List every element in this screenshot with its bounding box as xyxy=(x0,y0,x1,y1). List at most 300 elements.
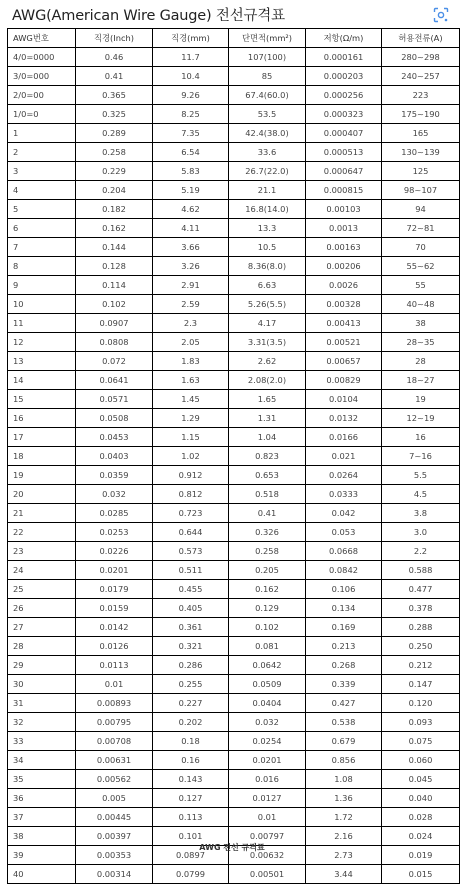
table-row xyxy=(8,789,460,808)
cell-awg-number: 33 xyxy=(8,732,76,751)
image-search-button[interactable] xyxy=(432,6,450,24)
cell-awg-number: 9 xyxy=(8,276,76,295)
cell-cross-section: 0.01 xyxy=(229,808,306,827)
cell-diameter-inch: 0.325 xyxy=(76,105,153,124)
cell-cross-section: 0.41 xyxy=(229,504,306,523)
cell-resistance: 0.0013 xyxy=(306,219,382,238)
cell-diameter-inch: 0.0226 xyxy=(76,542,153,561)
cell-ampacity: 94 xyxy=(382,200,460,219)
cell-diameter-mm: 4.62 xyxy=(153,200,229,219)
table-row xyxy=(8,599,460,618)
cell-awg-number: 24 xyxy=(8,561,76,580)
cell-awg-number: 2/0=00 xyxy=(8,86,76,105)
cell-awg-number: 16 xyxy=(8,409,76,428)
table-row xyxy=(8,390,460,409)
cell-ampacity: 0.093 xyxy=(382,713,460,732)
cell-diameter-inch: 0.114 xyxy=(76,276,153,295)
cell-awg-number: 27 xyxy=(8,618,76,637)
cell-diameter-mm: 0.455 xyxy=(153,580,229,599)
cell-resistance: 0.0166 xyxy=(306,428,382,447)
cell-cross-section: 0.00797 xyxy=(229,827,306,846)
cell-cross-section: 6.63 xyxy=(229,276,306,295)
cell-awg-number: 3/0=000 xyxy=(8,67,76,86)
cell-cross-section: 42.4(38.0) xyxy=(229,124,306,143)
table-row xyxy=(8,428,460,447)
cell-awg-number: 31 xyxy=(8,694,76,713)
cell-cross-section: 0.823 xyxy=(229,447,306,466)
cell-resistance: 3.44 xyxy=(306,865,382,884)
cell-cross-section: 0.0254 xyxy=(229,732,306,751)
cell-resistance: 2.73 xyxy=(306,846,382,865)
cell-resistance: 0.042 xyxy=(306,504,382,523)
cell-awg-number: 32 xyxy=(8,713,76,732)
cell-awg-number: 7 xyxy=(8,238,76,257)
cell-diameter-inch: 0.162 xyxy=(76,219,153,238)
table-row xyxy=(8,257,460,276)
cell-resistance: 0.00413 xyxy=(306,314,382,333)
cell-resistance: 0.00103 xyxy=(306,200,382,219)
cell-diameter-mm: 1.83 xyxy=(153,352,229,371)
cell-cross-section: 5.26(5.5) xyxy=(229,295,306,314)
table-row xyxy=(8,618,460,637)
table-row xyxy=(8,409,460,428)
cell-awg-number: 13 xyxy=(8,352,76,371)
cell-cross-section: 67.4(60.0) xyxy=(229,86,306,105)
cell-diameter-mm: 0.101 xyxy=(153,827,229,846)
cell-cross-section: 0.0509 xyxy=(229,675,306,694)
cell-diameter-mm: 11.7 xyxy=(153,48,229,67)
table-row xyxy=(8,770,460,789)
cell-cross-section: 0.016 xyxy=(229,770,306,789)
cell-resistance: 0.538 xyxy=(306,713,382,732)
cell-diameter-mm: 10.4 xyxy=(153,67,229,86)
cell-awg-number: 28 xyxy=(8,637,76,656)
cell-ampacity: 0.028 xyxy=(382,808,460,827)
table-row xyxy=(8,200,460,219)
cell-diameter-mm: 0.573 xyxy=(153,542,229,561)
table-row xyxy=(8,447,460,466)
table-row xyxy=(8,86,460,105)
cell-awg-number: 5 xyxy=(8,200,76,219)
cell-diameter-mm: 0.644 xyxy=(153,523,229,542)
cell-resistance: 0.00163 xyxy=(306,238,382,257)
table-row xyxy=(8,466,460,485)
cell-awg-number: 29 xyxy=(8,656,76,675)
cell-diameter-inch: 0.0453 xyxy=(76,428,153,447)
cell-awg-number: 8 xyxy=(8,257,76,276)
table-row xyxy=(8,580,460,599)
cell-awg-number: 1 xyxy=(8,124,76,143)
cell-awg-number: 34 xyxy=(8,751,76,770)
cell-resistance: 0.000203 xyxy=(306,67,382,86)
cell-diameter-inch: 0.0508 xyxy=(76,409,153,428)
cell-diameter-inch: 0.102 xyxy=(76,295,153,314)
cell-ampacity: 4.5 xyxy=(382,485,460,504)
cell-diameter-inch: 0.0641 xyxy=(76,371,153,390)
cell-diameter-inch: 0.0285 xyxy=(76,504,153,523)
cell-diameter-mm: 0.812 xyxy=(153,485,229,504)
cell-diameter-inch: 0.0159 xyxy=(76,599,153,618)
table-row xyxy=(8,713,460,732)
cell-ampacity: 0.378 xyxy=(382,599,460,618)
cell-resistance: 0.0026 xyxy=(306,276,382,295)
cell-resistance: 0.427 xyxy=(306,694,382,713)
table-row xyxy=(8,67,460,86)
cell-cross-section: 1.65 xyxy=(229,390,306,409)
table-row xyxy=(8,675,460,694)
cell-diameter-mm: 1.29 xyxy=(153,409,229,428)
cell-diameter-inch: 0.00708 xyxy=(76,732,153,751)
cell-cross-section: 33.6 xyxy=(229,143,306,162)
cell-diameter-inch: 0.0907 xyxy=(76,314,153,333)
cell-cross-section: 0.518 xyxy=(229,485,306,504)
header-ampacity: 허용전류(A) xyxy=(382,29,460,48)
cell-resistance: 0.856 xyxy=(306,751,382,770)
cell-cross-section: 0.0127 xyxy=(229,789,306,808)
table-row xyxy=(8,124,460,143)
table-row xyxy=(8,333,460,352)
cell-diameter-inch: 0.0253 xyxy=(76,523,153,542)
cell-resistance: 1.72 xyxy=(306,808,382,827)
cell-cross-section: 1.31 xyxy=(229,409,306,428)
cell-awg-number: 6 xyxy=(8,219,76,238)
cell-diameter-inch: 0.41 xyxy=(76,67,153,86)
cell-ampacity: 38 xyxy=(382,314,460,333)
cell-diameter-inch: 0.00445 xyxy=(76,808,153,827)
cell-awg-number: 1/0=0 xyxy=(8,105,76,124)
cell-cross-section: 0.081 xyxy=(229,637,306,656)
cell-cross-section: 0.653 xyxy=(229,466,306,485)
cell-awg-number: 2 xyxy=(8,143,76,162)
cell-resistance: 1.08 xyxy=(306,770,382,789)
cell-ampacity: 0.060 xyxy=(382,751,460,770)
table-row xyxy=(8,238,460,257)
cell-awg-number: 26 xyxy=(8,599,76,618)
cell-diameter-inch: 0.00353 xyxy=(76,846,153,865)
cell-ampacity: 0.024 xyxy=(382,827,460,846)
cell-ampacity: 0.212 xyxy=(382,656,460,675)
table-row xyxy=(8,523,460,542)
table-row xyxy=(8,808,460,827)
cell-diameter-inch: 0.005 xyxy=(76,789,153,808)
page-title: AWG(American Wire Gauge) 전선규격표 xyxy=(12,8,285,24)
cell-awg-number: 36 xyxy=(8,789,76,808)
cell-resistance: 1.36 xyxy=(306,789,382,808)
cell-diameter-mm: 3.26 xyxy=(153,257,229,276)
cell-awg-number: 23 xyxy=(8,542,76,561)
table-row xyxy=(8,694,460,713)
cell-diameter-inch: 0.072 xyxy=(76,352,153,371)
cell-diameter-mm: 2.91 xyxy=(153,276,229,295)
cell-resistance: 0.213 xyxy=(306,637,382,656)
cell-diameter-mm: 0.18 xyxy=(153,732,229,751)
cell-ampacity: 240~257 xyxy=(382,67,460,86)
image-search-icon xyxy=(433,7,449,23)
cell-diameter-inch: 0.0808 xyxy=(76,333,153,352)
table-row xyxy=(8,219,460,238)
table-row xyxy=(8,751,460,770)
table-row xyxy=(8,48,460,67)
cell-ampacity: 72~81 xyxy=(382,219,460,238)
cell-ampacity: 0.477 xyxy=(382,580,460,599)
cell-resistance: 0.169 xyxy=(306,618,382,637)
cell-ampacity: 0.075 xyxy=(382,732,460,751)
cell-diameter-inch: 0.46 xyxy=(76,48,153,67)
cell-diameter-inch: 0.144 xyxy=(76,238,153,257)
cell-cross-section: 2.08(2.0) xyxy=(229,371,306,390)
cell-resistance: 0.0842 xyxy=(306,561,382,580)
cell-ampacity: 223 xyxy=(382,86,460,105)
header-diameter-inch: 직경(Inch) xyxy=(76,29,153,48)
cell-awg-number: 19 xyxy=(8,466,76,485)
cell-diameter-mm: 0.0799 xyxy=(153,865,229,884)
cell-diameter-inch: 0.289 xyxy=(76,124,153,143)
cell-resistance: 0.000513 xyxy=(306,143,382,162)
cell-cross-section: 0.162 xyxy=(229,580,306,599)
cell-diameter-inch: 0.0403 xyxy=(76,447,153,466)
cell-cross-section: 0.00501 xyxy=(229,865,306,884)
cell-resistance: 0.000256 xyxy=(306,86,382,105)
cell-cross-section: 0.0642 xyxy=(229,656,306,675)
cell-cross-section: 21.1 xyxy=(229,181,306,200)
cell-diameter-mm: 6.54 xyxy=(153,143,229,162)
cell-awg-number: 21 xyxy=(8,504,76,523)
cell-cross-section: 26.7(22.0) xyxy=(229,162,306,181)
cell-ampacity: 0.147 xyxy=(382,675,460,694)
header-cross-section: 단면적(mm²) xyxy=(229,29,306,48)
cell-diameter-inch: 0.00397 xyxy=(76,827,153,846)
cell-diameter-inch: 0.182 xyxy=(76,200,153,219)
cell-diameter-mm: 0.143 xyxy=(153,770,229,789)
table-row xyxy=(8,371,460,390)
cell-awg-number: 18 xyxy=(8,447,76,466)
table-row xyxy=(8,732,460,751)
cell-ampacity: 16 xyxy=(382,428,460,447)
cell-ampacity: 125 xyxy=(382,162,460,181)
table-row xyxy=(8,504,460,523)
cell-resistance: 0.000647 xyxy=(306,162,382,181)
cell-ampacity: 7~16 xyxy=(382,447,460,466)
cell-diameter-inch: 0.00562 xyxy=(76,770,153,789)
cell-resistance: 0.00206 xyxy=(306,257,382,276)
cell-cross-section: 8.36(8.0) xyxy=(229,257,306,276)
cell-cross-section: 0.258 xyxy=(229,542,306,561)
cell-ampacity: 70 xyxy=(382,238,460,257)
cell-diameter-mm: 1.15 xyxy=(153,428,229,447)
cell-resistance: 0.000407 xyxy=(306,124,382,143)
cell-awg-number: 3 xyxy=(8,162,76,181)
cell-resistance: 0.00521 xyxy=(306,333,382,352)
cell-cross-section: 0.129 xyxy=(229,599,306,618)
cell-cross-section: 10.5 xyxy=(229,238,306,257)
cell-diameter-mm: 9.26 xyxy=(153,86,229,105)
cell-ampacity: 280~298 xyxy=(382,48,460,67)
cell-ampacity: 0.588 xyxy=(382,561,460,580)
cell-ampacity: 19 xyxy=(382,390,460,409)
cell-diameter-mm: 5.19 xyxy=(153,181,229,200)
cell-awg-number: 20 xyxy=(8,485,76,504)
table-row xyxy=(8,656,460,675)
cell-diameter-mm: 2.59 xyxy=(153,295,229,314)
cell-ampacity: 0.015 xyxy=(382,865,460,884)
cell-diameter-inch: 0.258 xyxy=(76,143,153,162)
cell-ampacity: 130~139 xyxy=(382,143,460,162)
cell-diameter-mm: 0.227 xyxy=(153,694,229,713)
table-row xyxy=(8,561,460,580)
cell-awg-number: 25 xyxy=(8,580,76,599)
cell-ampacity: 18~27 xyxy=(382,371,460,390)
cell-diameter-mm: 0.255 xyxy=(153,675,229,694)
cell-resistance: 0.021 xyxy=(306,447,382,466)
table-row xyxy=(8,314,460,333)
cell-diameter-inch: 0.0359 xyxy=(76,466,153,485)
table-row xyxy=(8,162,460,181)
cell-cross-section: 53.5 xyxy=(229,105,306,124)
cell-diameter-mm: 0.127 xyxy=(153,789,229,808)
cell-awg-number: 17 xyxy=(8,428,76,447)
cell-cross-section: 85 xyxy=(229,67,306,86)
cell-cross-section: 2.62 xyxy=(229,352,306,371)
cell-ampacity: 28 xyxy=(382,352,460,371)
cell-awg-number: 35 xyxy=(8,770,76,789)
cell-diameter-mm: 2.3 xyxy=(153,314,229,333)
cell-diameter-inch: 0.365 xyxy=(76,86,153,105)
cell-awg-number: 12 xyxy=(8,333,76,352)
cell-diameter-inch: 0.00631 xyxy=(76,751,153,770)
cell-diameter-inch: 0.01 xyxy=(76,675,153,694)
cell-resistance: 0.000161 xyxy=(306,48,382,67)
table-row xyxy=(8,485,460,504)
table-row xyxy=(8,865,460,884)
cell-resistance: 0.339 xyxy=(306,675,382,694)
cell-cross-section: 1.04 xyxy=(229,428,306,447)
cell-diameter-inch: 0.0126 xyxy=(76,637,153,656)
cell-diameter-inch: 0.00795 xyxy=(76,713,153,732)
cell-diameter-mm: 8.25 xyxy=(153,105,229,124)
cell-awg-number: 37 xyxy=(8,808,76,827)
cell-resistance: 0.000323 xyxy=(306,105,382,124)
cell-ampacity: 55 xyxy=(382,276,460,295)
cell-cross-section: 3.31(3.5) xyxy=(229,333,306,352)
awg-table xyxy=(7,28,460,884)
cell-diameter-inch: 0.0571 xyxy=(76,390,153,409)
cell-resistance: 2.16 xyxy=(306,827,382,846)
table-caption: AWG 전선 규격표 xyxy=(199,843,265,852)
table-header-row xyxy=(8,29,460,48)
cell-awg-number: 14 xyxy=(8,371,76,390)
cell-ampacity: 0.250 xyxy=(382,637,460,656)
cell-diameter-inch: 0.0179 xyxy=(76,580,153,599)
cell-diameter-inch: 0.0142 xyxy=(76,618,153,637)
cell-diameter-mm: 0.405 xyxy=(153,599,229,618)
cell-diameter-inch: 0.128 xyxy=(76,257,153,276)
cell-cross-section: 107(100) xyxy=(229,48,306,67)
cell-cross-section: 0.326 xyxy=(229,523,306,542)
cell-diameter-mm: 0.16 xyxy=(153,751,229,770)
cell-diameter-inch: 0.229 xyxy=(76,162,153,181)
header-diameter-mm: 직경(mm) xyxy=(153,29,229,48)
table-body xyxy=(8,48,460,884)
cell-diameter-inch: 0.0113 xyxy=(76,656,153,675)
cell-cross-section: 0.032 xyxy=(229,713,306,732)
cell-cross-section: 16.8(14.0) xyxy=(229,200,306,219)
cell-ampacity: 0.045 xyxy=(382,770,460,789)
cell-resistance: 0.679 xyxy=(306,732,382,751)
cell-diameter-mm: 2.05 xyxy=(153,333,229,352)
cell-awg-number: 10 xyxy=(8,295,76,314)
cell-awg-number: 15 xyxy=(8,390,76,409)
cell-awg-number: 30 xyxy=(8,675,76,694)
table-row xyxy=(8,352,460,371)
cell-resistance: 0.0668 xyxy=(306,542,382,561)
cell-ampacity: 3.8 xyxy=(382,504,460,523)
cell-diameter-mm: 1.45 xyxy=(153,390,229,409)
cell-diameter-mm: 4.11 xyxy=(153,219,229,238)
cell-ampacity: 98~107 xyxy=(382,181,460,200)
cell-resistance: 0.0132 xyxy=(306,409,382,428)
cell-resistance: 0.053 xyxy=(306,523,382,542)
cell-diameter-mm: 0.113 xyxy=(153,808,229,827)
cell-diameter-inch: 0.0201 xyxy=(76,561,153,580)
cell-diameter-mm: 7.35 xyxy=(153,124,229,143)
table-row xyxy=(8,637,460,656)
cell-diameter-mm: 0.286 xyxy=(153,656,229,675)
cell-diameter-inch: 0.00893 xyxy=(76,694,153,713)
cell-resistance: 0.00328 xyxy=(306,295,382,314)
cell-ampacity: 5.5 xyxy=(382,466,460,485)
header-awg-number: AWG번호 xyxy=(8,29,76,48)
table-row xyxy=(8,276,460,295)
cell-diameter-mm: 0.0897 xyxy=(153,846,229,865)
cell-awg-number: 4/0=0000 xyxy=(8,48,76,67)
cell-cross-section: 0.0201 xyxy=(229,751,306,770)
cell-diameter-mm: 0.723 xyxy=(153,504,229,523)
cell-diameter-mm: 3.66 xyxy=(153,238,229,257)
cell-cross-section: 0.00632 xyxy=(229,846,306,865)
cell-diameter-inch: 0.204 xyxy=(76,181,153,200)
table-row xyxy=(8,181,460,200)
header-resistance: 저항(Ω/m) xyxy=(306,29,382,48)
table-row xyxy=(8,143,460,162)
cell-diameter-mm: 0.321 xyxy=(153,637,229,656)
table-row xyxy=(8,295,460,314)
cell-awg-number: 4 xyxy=(8,181,76,200)
table-row xyxy=(8,542,460,561)
cell-ampacity: 40~48 xyxy=(382,295,460,314)
cell-resistance: 0.0264 xyxy=(306,466,382,485)
cell-resistance: 0.106 xyxy=(306,580,382,599)
cell-awg-number: 22 xyxy=(8,523,76,542)
cell-ampacity: 12~19 xyxy=(382,409,460,428)
cell-awg-number: 38 xyxy=(8,827,76,846)
cell-ampacity: 165 xyxy=(382,124,460,143)
cell-ampacity: 0.288 xyxy=(382,618,460,637)
cell-resistance: 0.00829 xyxy=(306,371,382,390)
cell-resistance: 0.000815 xyxy=(306,181,382,200)
cell-cross-section: 0.0404 xyxy=(229,694,306,713)
cell-ampacity: 28~35 xyxy=(382,333,460,352)
cell-cross-section: 4.17 xyxy=(229,314,306,333)
cell-diameter-inch: 0.032 xyxy=(76,485,153,504)
cell-diameter-mm: 1.02 xyxy=(153,447,229,466)
cell-resistance: 0.134 xyxy=(306,599,382,618)
cell-ampacity: 2.2 xyxy=(382,542,460,561)
cell-ampacity: 3.0 xyxy=(382,523,460,542)
cell-diameter-mm: 5.83 xyxy=(153,162,229,181)
cell-awg-number: 11 xyxy=(8,314,76,333)
cell-diameter-mm: 0.361 xyxy=(153,618,229,637)
cell-cross-section: 13.3 xyxy=(229,219,306,238)
